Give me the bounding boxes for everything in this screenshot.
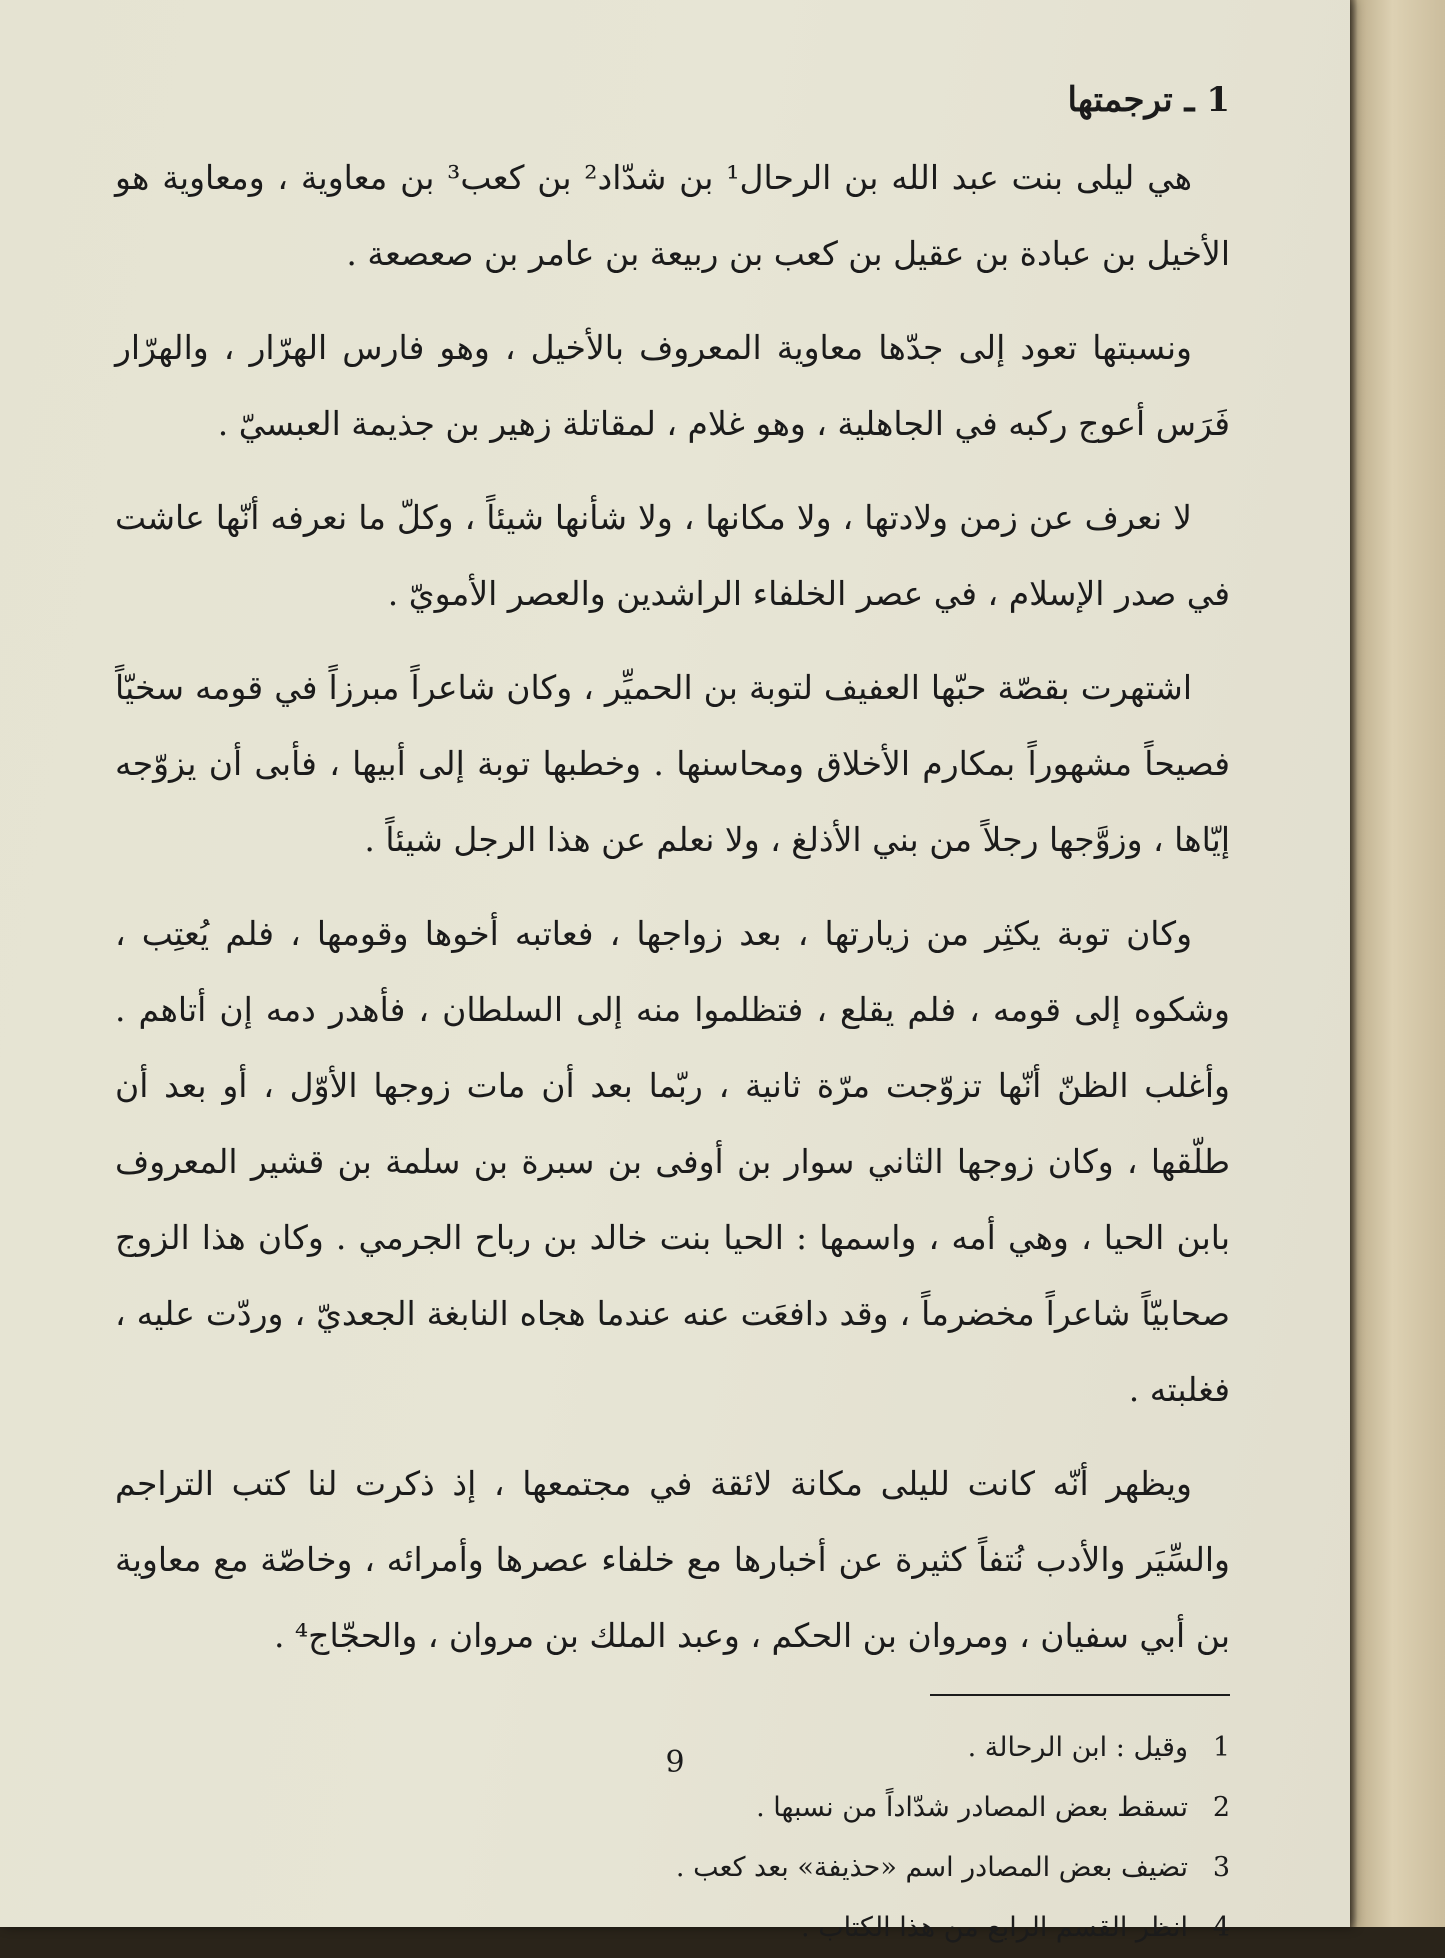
paragraph-status: ويظهر أنّه كانت لليلى مكانة لائقة في مجتمعها ، إذ ذكرت لنا كتب التراجم والسِّيَر والأدب نُتفاً كثيرة عن أخبارها مع خلفاء عصرها وأمرائه ، وخاصّة مع معاوية بن أبي سفيان ، ومروان بن الحكم ، وعبد الملك بن مروان ، والحجّاج⁴ . [115, 1464, 1230, 1655]
book-page-edges [1350, 0, 1445, 1927]
paragraph-tawba-love: اشتهرت بقصّة حبّها العفيف لتوبة بن الحميِّر ، وكان شاعراً مبرزاً في قومه سخيّاً فصيحاً مشهوراً بمكارم الأخلاق ومحاسنها . وخطبها توبة إلى أبيها ، فأبى أن يزوّجه إيّاها ، وزوَّجها رجلاً من بني الأذلغ ، ولا نعلم عن هذا الرجل شيئاً . [115, 668, 1230, 859]
footnote-number: 3 [1212, 1852, 1230, 1883]
footnote-item [115, 1778, 1230, 1838]
footnote-text: تسقط بعض المصادر شدّاداً من نسبها . [756, 1792, 1188, 1823]
footnote-text: وقيل : ابن الرحالة . [967, 1732, 1188, 1763]
footnote-text: تضيف بعض المصادر اسم «حذيفة» بعد كعب . [675, 1852, 1188, 1883]
paragraph-ancestry: ونسبتها تعود إلى جدّها معاوية المعروف بالأخيل ، وهو فارس الهرّار ، والهرّار فَرَس أعوج ركبه في الجاهلية ، وهو غلام ، لمقاتلة زهير بن جذيمة العبسيّ . [115, 328, 1230, 443]
footnote-number: 1 [1212, 1732, 1230, 1763]
footnote-number: 2 [1212, 1792, 1230, 1823]
page-text-block [115, 80, 1230, 1958]
paragraph-marriage: وكان توبة يكثِر من زيارتها ، بعد زواجها ، فعاتبه أخوها وقومها ، فلم يُعتِب ، وشكوه إلى قومه ، فلم يقلع ، فتظلموا منه إلى السلطان ، فأهدر دمه إن أتاهم . وأغلب الظنّ أنّها تزوّجت مرّة ثانية ، ربّما بعد أن مات زوجها الأوّل ، أو بعد أن طلّقها ، وكان زوجها الثاني سوار بن أوفى بن سبرة بن سلمة بن قشير المعروف بابن الحيا ، وهي أمه ، واسمها : الحيا بنت خالد بن رباح الجرمي . وكان هذا الزوج صحابيّاً شاعراً مخضرماً ، وقد دافعَت عنه عندما هجاه النابغة الجعديّ ، وردّت عليه ، فغلبته . [115, 914, 1230, 1409]
paragraph-birth-era: لا نعرف عن زمن ولادتها ، ولا مكانها ، ولا شأنها شيئاً ، وكلّ ما نعرفه أنّها عاشت في صدر الإسلام ، في عصر الخلفاء الراشدين والعصر الأمويّ . [115, 498, 1230, 613]
section-heading: 1 ـ ترجمتها [1067, 80, 1230, 120]
footnote-item [115, 1898, 1230, 1958]
footnote-divider [930, 1694, 1230, 1696]
footnote-item [115, 1838, 1230, 1898]
footnote-number: 4 [1212, 1912, 1230, 1943]
page-number: 9 [665, 1745, 685, 1780]
paragraph-lineage: هي ليلى بنت عبد الله بن الرحال¹ بن شدّاد² بن كعب³ بن معاوية ، ومعاوية هو الأخيل بن عبادة بن عقيل بن كعب بن ربيعة بن عامر بن صعصعة . [115, 158, 1230, 273]
footnote-text: انظر القسم الرابع من هذا الكتاب . [801, 1912, 1188, 1943]
